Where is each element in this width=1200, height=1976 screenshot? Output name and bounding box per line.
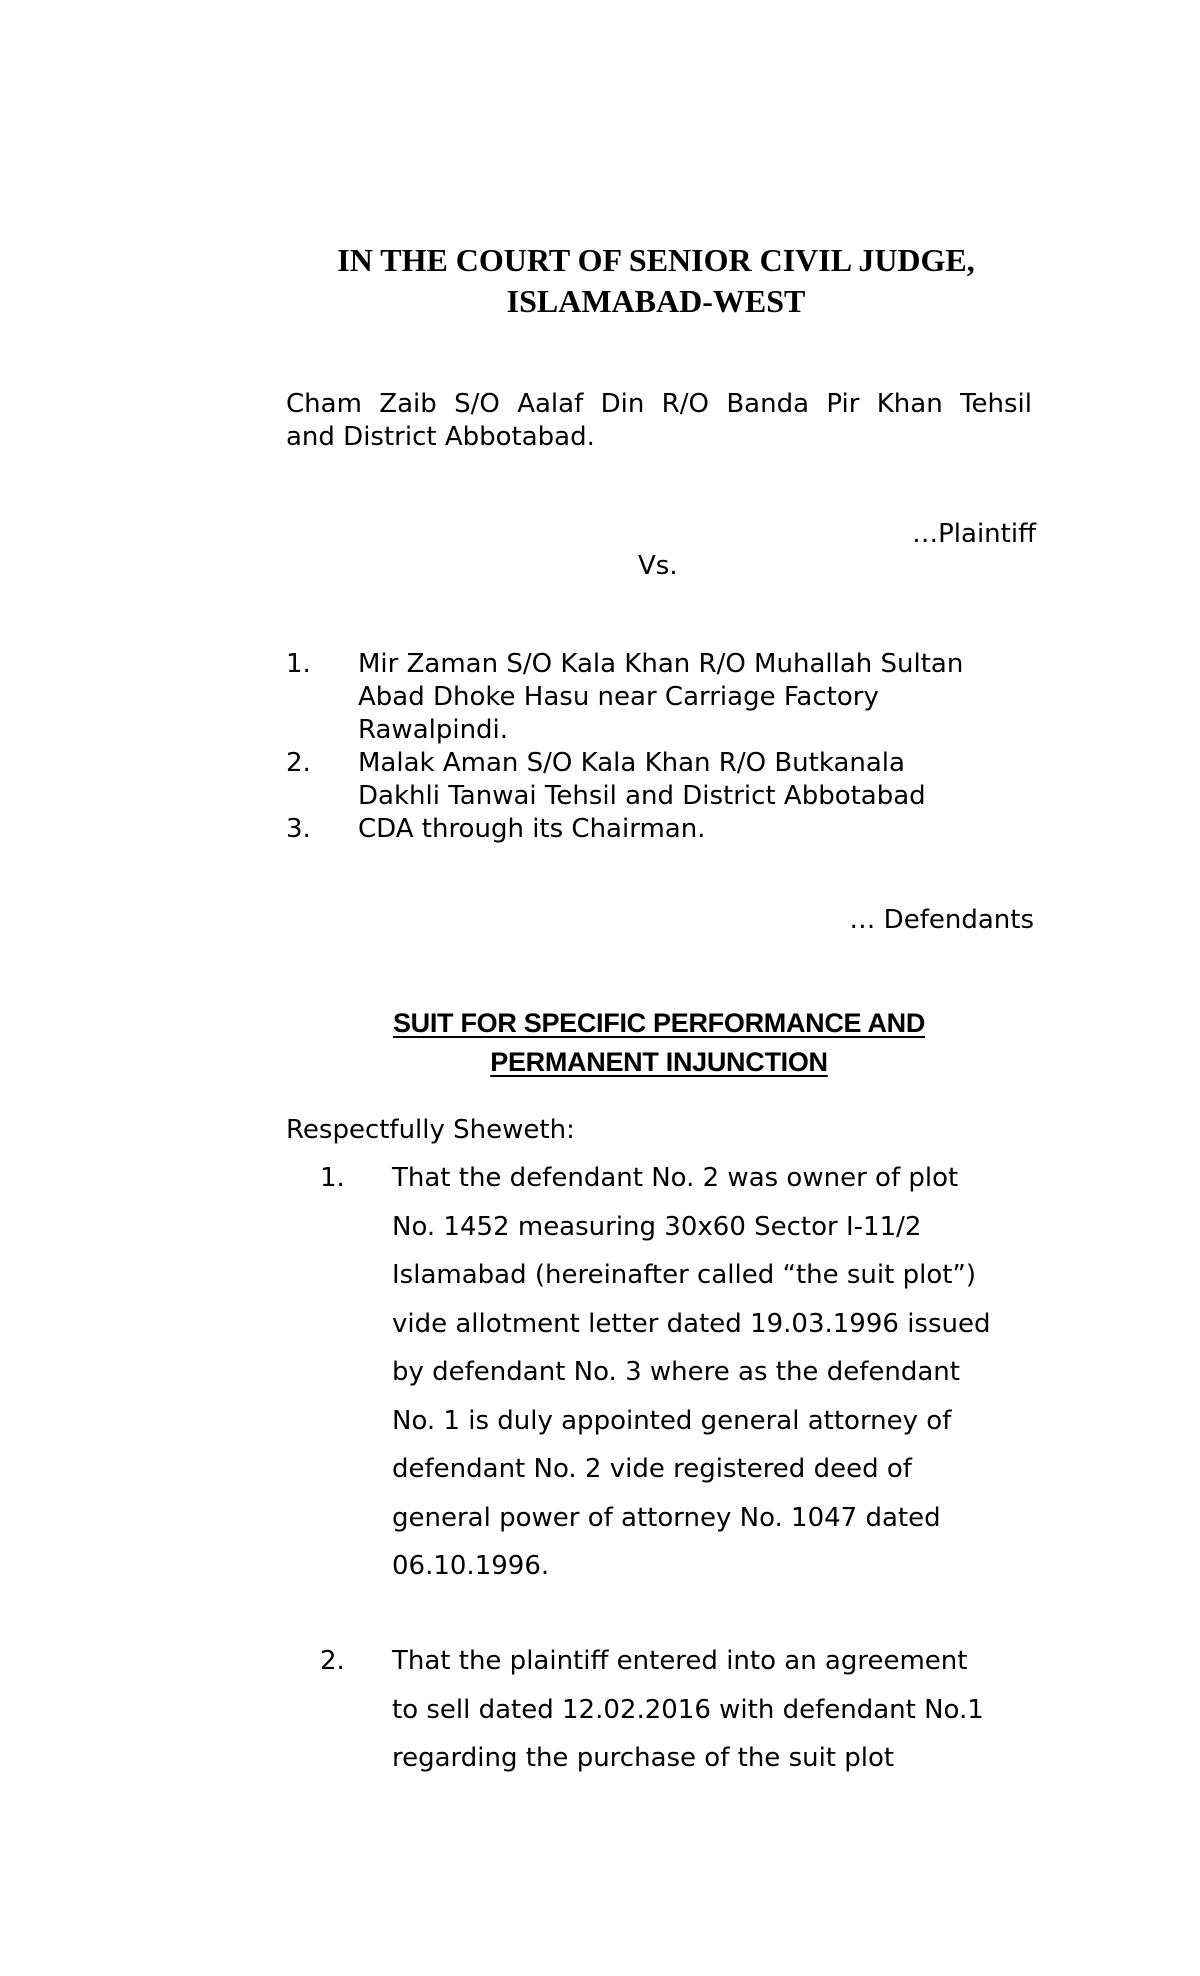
- defendants-role-label: … Defendants: [849, 905, 1034, 935]
- paragraph-line: 06.10.1996.: [392, 1551, 550, 1581]
- plaintiff-details: [286, 388, 1032, 454]
- defendant-line: Malak Aman S/O Kala Khan R/O Butkanala: [358, 748, 905, 778]
- paragraph-line: regarding the purchase of the suit plot: [392, 1743, 895, 1773]
- paragraph-line: defendant No. 2 vide registered deed of: [392, 1454, 912, 1484]
- defendant-number: 3.: [286, 814, 311, 844]
- paragraph-body: [392, 1154, 1060, 1591]
- paragraph-line: vide allotment letter dated 19.03.1996 issued: [392, 1308, 991, 1339]
- paragraph-line: Islamabad (hereinafter called “the suit plot”): [392, 1260, 977, 1290]
- defendant-number: 2.: [286, 748, 311, 778]
- defendant-text: [358, 648, 1046, 747]
- defendant-item: [286, 813, 1046, 846]
- paragraph-line: by defendant No. 3 where as the defendant: [392, 1357, 960, 1387]
- suit-title-line-2: PERMANENT INJUNCTION: [490, 1047, 828, 1077]
- defendant-line: Dakhli Tanwai Tehsil and District Abbotabad: [358, 781, 926, 811]
- versus-label: Vs.: [638, 551, 678, 581]
- paragraph-line: general power of attorney No. 1047 dated: [392, 1502, 941, 1533]
- paragraph-line: to sell dated 12.02.2016 with defendant No.1: [392, 1694, 984, 1725]
- defendant-number: 1.: [286, 649, 311, 679]
- paragraph-line: No. 1452 measuring 30x60 Sector I-11/2: [392, 1211, 922, 1242]
- defendant-line: Abad Dhoke Hasu near Carriage Factory: [358, 682, 879, 712]
- suit-title: [286, 1004, 1032, 1082]
- plaintiff-role-label: …Plaintiff: [912, 519, 1036, 549]
- suit-title-line-1: SUIT FOR SPECIFIC PERFORMANCE AND: [392, 1008, 926, 1038]
- plaintiff-line-1: Cham Zaib S/O Aalaf Din R/O Banda Pir Khan Tehsil: [286, 389, 1032, 419]
- paragraph-number: 1.: [320, 1163, 345, 1193]
- defendant-item: [286, 648, 1046, 747]
- court-heading: [286, 240, 1026, 322]
- paragraph-number: 2.: [320, 1646, 345, 1676]
- defendant-text: [358, 813, 1046, 846]
- defendants-list: [286, 648, 1046, 846]
- court-heading-line-1: IN THE COURT OF SENIOR CIVIL JUDGE,: [337, 242, 975, 278]
- paragraph-line: That the plaintiff entered into an agreement: [392, 1646, 968, 1676]
- court-heading-line-2: ISLAMABAD-WEST: [506, 283, 806, 319]
- plaintiff-line-2: and District Abbotabad.: [286, 422, 595, 452]
- paragraph-line: No. 1 is duly appointed general attorney of: [392, 1405, 952, 1436]
- paragraph-1: [320, 1154, 1060, 1591]
- paragraph-line: That the defendant No. 2 was owner of plot: [392, 1163, 959, 1193]
- defendant-text: [358, 747, 1046, 813]
- defendant-line: Rawalpindi.: [358, 715, 509, 745]
- defendant-line: CDA through its Chairman.: [358, 814, 706, 844]
- paragraph-body: [392, 1637, 1060, 1783]
- defendant-line: Mir Zaman S/O Kala Khan R/O Muhallah Sultan: [358, 649, 964, 679]
- paragraph-2: [320, 1637, 1060, 1783]
- salutation: Respectfully Sheweth:: [286, 1115, 575, 1145]
- defendant-item: [286, 747, 1046, 813]
